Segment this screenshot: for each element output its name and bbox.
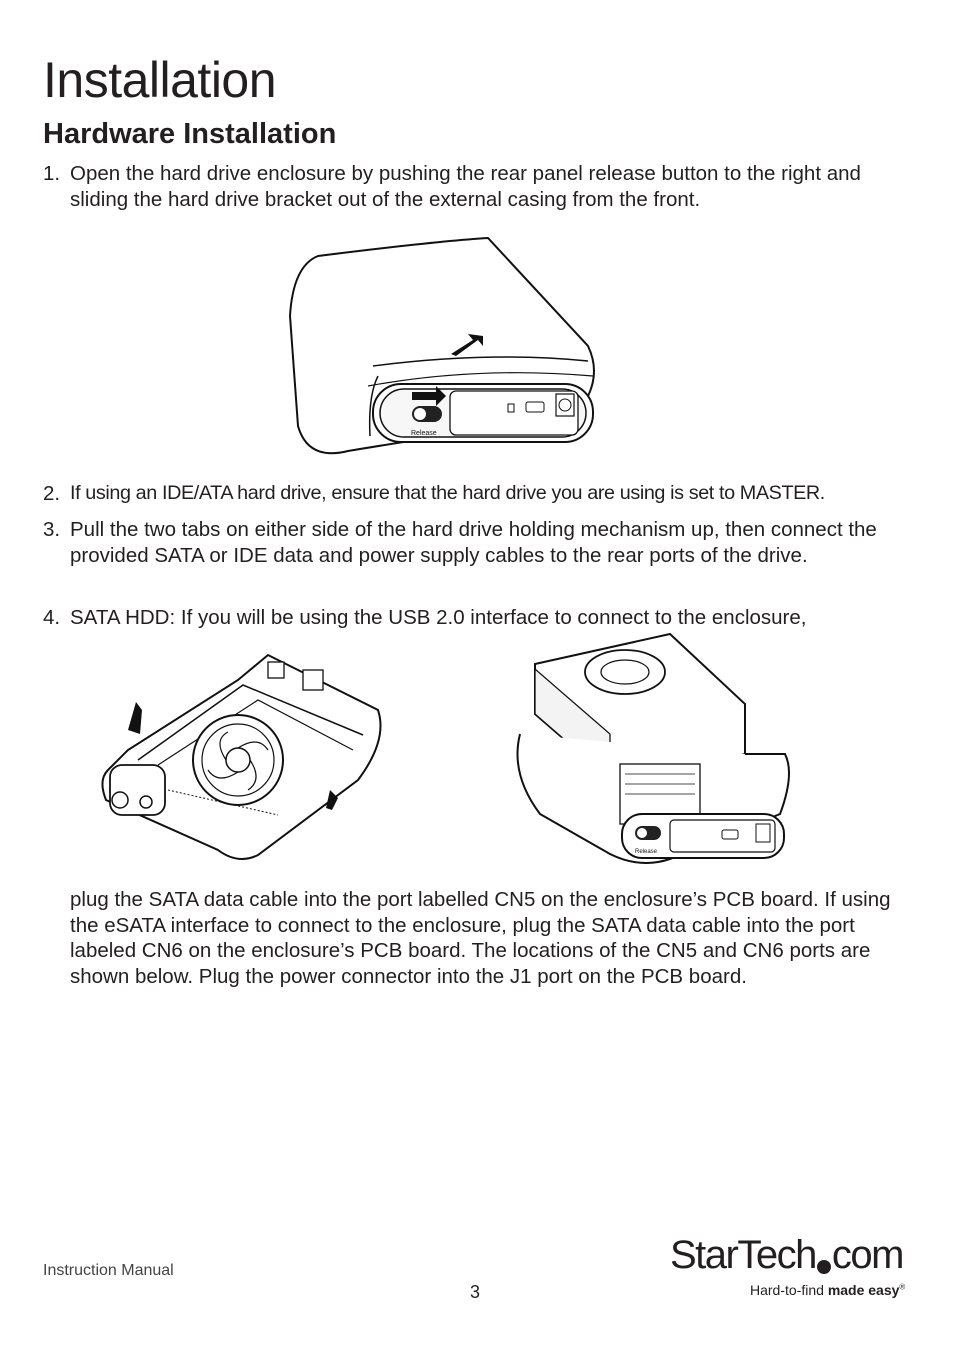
step-number: 4.: [43, 606, 61, 629]
step-text: Pull the two tabs on either side of the hard drive holding mechanism up, then connect the provided SATA or IDE data and power supply cables to the rear ports of the drive.: [70, 518, 877, 567]
step-2: [43, 481, 913, 507]
logo-brand: StarTech: [670, 1233, 816, 1277]
page-title: Installation: [43, 52, 277, 108]
logo-dot-icon: [817, 1260, 831, 1274]
drive-connected-illustration: [510, 624, 795, 874]
logo-tagline: Hard-to-find made easy®: [750, 1282, 906, 1298]
step-1: [43, 161, 913, 212]
bracket-tabs-illustration: [98, 640, 398, 876]
release-label: Release: [411, 430, 437, 437]
step-number: 2.: [43, 482, 61, 505]
step-number: 1.: [43, 162, 61, 185]
step-text: If using an IDE/ATA hard drive, ensure that the hard drive you are using is set to MASTER.: [70, 482, 825, 504]
section-heading: Hardware Installation: [43, 118, 337, 150]
startech-logo: [670, 1232, 915, 1304]
step-number: 3.: [43, 518, 61, 541]
logo-wordmark: [670, 1232, 903, 1278]
manual-label: Instruction Manual: [43, 1262, 174, 1279]
step-3: [43, 517, 913, 568]
logo-domain: com: [831, 1233, 903, 1277]
step-text: SATA HDD: If you will be using the USB 2.0 interface to connect to the enclosure,: [70, 606, 807, 629]
enclosure-rear-illustration: [288, 236, 608, 470]
release-label: Release: [635, 849, 658, 855]
step-text: Open the hard drive enclosure by pushing the rear panel release button to the right and sliding the hard drive bracket out of the external casing from the front.: [70, 162, 861, 211]
step-4-continued: plug the SATA data cable into the port labelled CN5 on the enclosure’s PCB board. If using the eSATA interface to connect to the enclosure, plug the SATA data cable into the port labeled CN6 on the enclosure’s PCB board. The locations of the CN5 and CN6 ports are shown below. Plug the power connector into the J1 port on the PCB board.: [70, 888, 891, 988]
page-number: 3: [470, 1282, 481, 1302]
